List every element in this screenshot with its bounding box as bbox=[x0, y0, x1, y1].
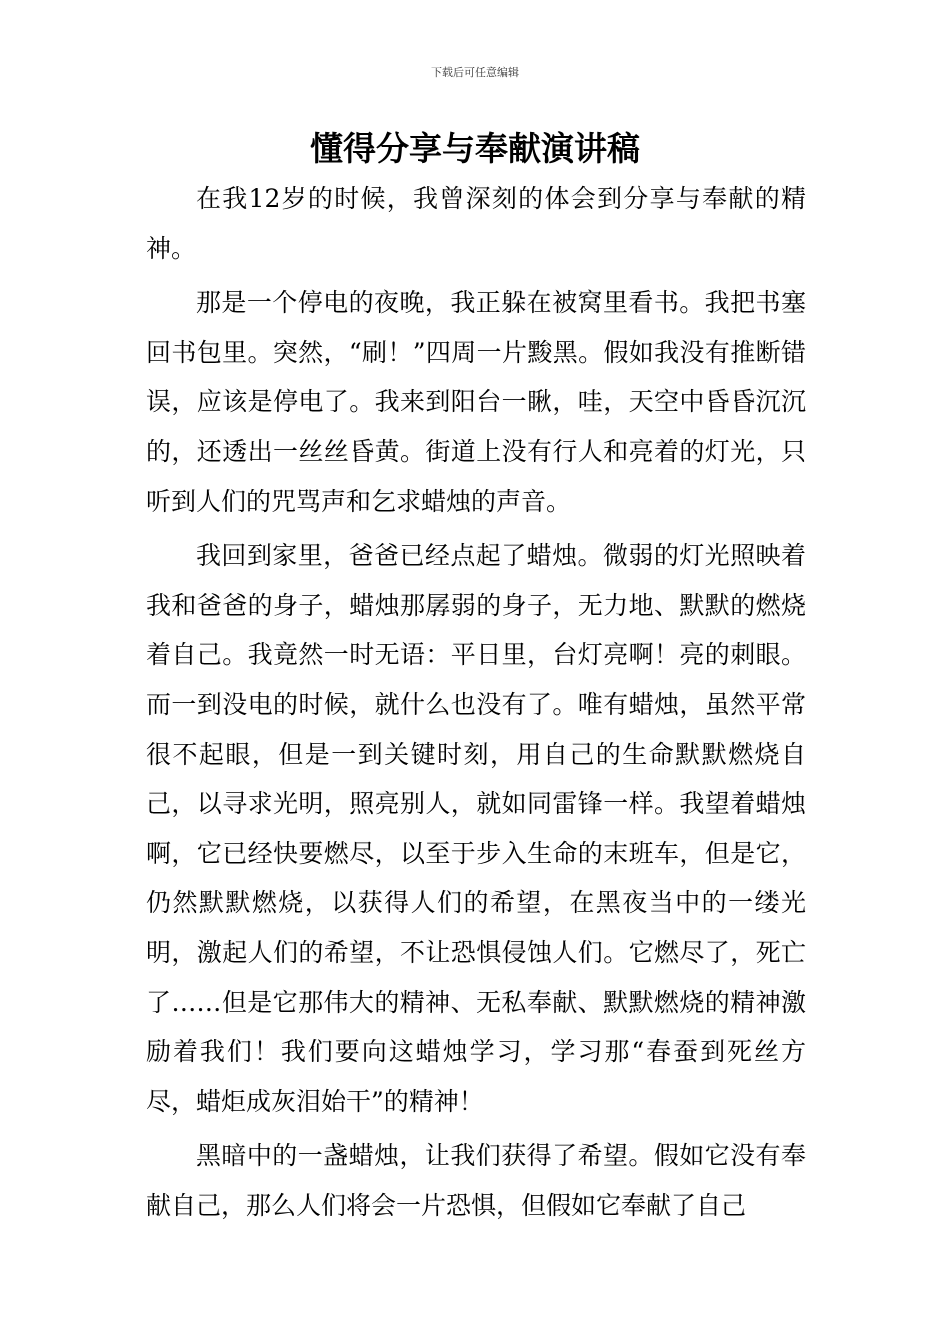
header-note: 下载后可任意编辑 bbox=[431, 66, 519, 79]
paragraph-4: 黑暗中的一盏蜡烛，让我们获得了希望。假如它没有奉献自己，那么人们将会一片恐惧，但假如它奉献了自己 bbox=[146, 1141, 806, 1220]
paragraph-1: 在我12岁的时候，我曾深刻的体会到分享与奉献的精神。 bbox=[146, 184, 806, 263]
document-body bbox=[146, 174, 806, 1230]
paragraph-3: 我回到家里，爸爸已经点起了蜡烛。微弱的灯光照映着我和爸爸的身子，蜡烛那孱弱的身子，无力地、默默的燃烧着自己。我竟然一时无语：平日里，台灯亮啊！亮的刺眼。而一到没电的时候，就什么也没有了。唯有蜡烛，虽然平常很不起眼，但是一到关键时刻，用自己的生命默默燃烧自己，以寻求光明，照亮别人，就如同雷锋一样。我望着蜡烛啊，它已经快要燃尽，以至于步入生命的末班车，但是它，仍然默默燃烧，以获得人们的希望，在黑夜当中的一缕光明，激起人们的希望，不让恐惧侵蚀人们。它燃尽了，死亡了……但是它那伟大的精神、无私奉献、默默燃烧的精神激励着我们！我们要向这蜡烛学习，学习那“春蚕到死丝方尽，蜡炬成灰泪始干”的精神！ bbox=[146, 541, 806, 1116]
page-title: 懂得分享与奉献演讲稿 bbox=[310, 129, 640, 168]
paragraph-2: 那是一个停电的夜晚，我正躲在被窝里看书。我把书塞回书包里。突然，“刷！”四周一片黢黑。假如我没有推断错误，应该是停电了。我来到阳台一瞅，哇，天空中昏昏沉沉的，还透出一丝丝昏黄。街道上没有行人和亮着的灯光，只听到人们的咒骂声和乞求蜡烛的声音。 bbox=[146, 288, 806, 516]
